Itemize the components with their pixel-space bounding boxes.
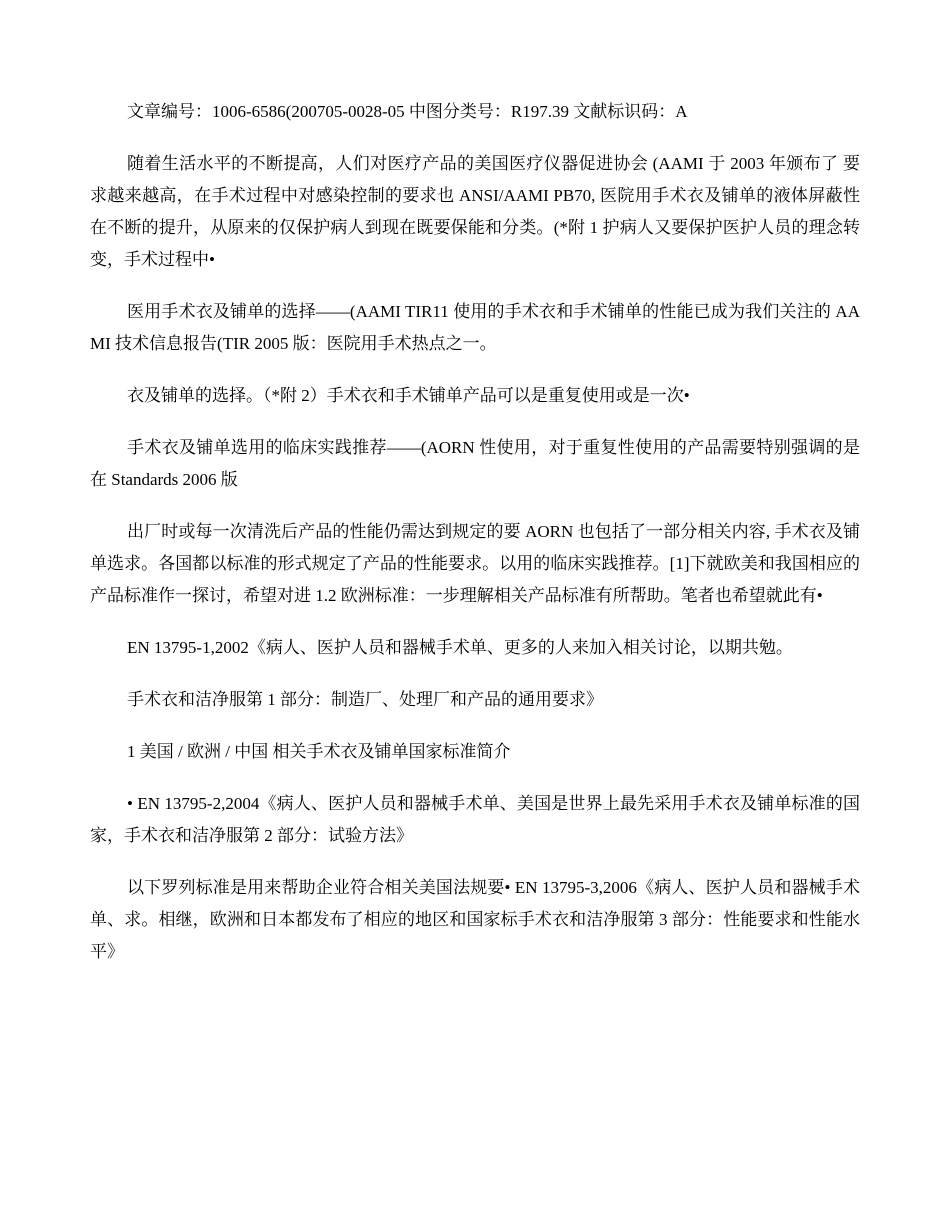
body-paragraph: 衣及铺单的选择。（*附 2）手术衣和手术铺单产品可以是重复使用或是一次•: [127, 386, 690, 405]
body-paragraph: 手术衣和洁净服第 1 部分：制造厂、处理厂和产品的通用要求》: [127, 690, 603, 709]
body-paragraph: EN 13795-1,2002《病人、医护人员和器械手术单、更多的人来加入相关讨论，以期共勉。: [127, 638, 793, 657]
article-meta-line: 文章编号：1006-6586(200705-0028-05 中图分类号：R197.39 文献标识码：A: [127, 102, 688, 121]
document-page: [90, 96, 860, 988]
section-heading: 1 美国 / 欧洲 / 中国 相关手术衣及铺单国家标准简介: [127, 742, 511, 761]
body-paragraph: 以下罗列标准是用来帮助企业符合相关美国法规要• EN 13795-3,2006《病人、医护人员和器械手术单、求。相继，欧洲和日本都发布了相应的地区和国家标手术衣和洁净服第 3 部分：性能要求和性能水平》: [90, 878, 860, 961]
body-paragraph: 随着生活水平的不断提高，人们对医疗产品的美国医疗仪器促进协会 (AAMI 于 2003 年颁布了 要求越来越高，在手术过程中对感染控制的要求也 ANSI/AAMI PB70, 医院用手术衣及铺单的液体屏蔽性在不断的提升，从原来的仅保护病人到现在既要保能和分类。(*附 1 护病人又要保护医护人员的理念转变，手术过程中•: [90, 154, 860, 269]
body-paragraph: • EN 13795-2,2004《病人、医护人员和器械手术单、美国是世界上最先采用手术衣及铺单标准的国家，手术衣和洁净服第 2 部分：试验方法》: [90, 794, 860, 845]
body-paragraph: 出厂时或每一次清洗后产品的性能仍需达到规定的要 AORN 也包括了一部分相关内容, 手术衣及铺单选求。各国都以标准的形式规定了产品的性能要求。以用的临床实践推荐。[1]下就欧美和我国相应的产品标准作一探讨，希望对进 1.2 欧洲标准：一步理解相关产品标准有所帮助。笔者也希望就此有•: [90, 522, 860, 605]
body-paragraph: 医用手术衣及铺单的选择——(AAMI TIR11 使用的手术衣和手术铺单的性能已成为我们关注的 AAMI 技术信息报告(TIR 2005 版：医院用手术热点之一。: [90, 302, 860, 353]
body-paragraph: 手术衣及铺单选用的临床实践推荐——(AORN 性使用，对于重复性使用的产品需要特别强调的是在 Standards 2006 版: [90, 438, 860, 489]
